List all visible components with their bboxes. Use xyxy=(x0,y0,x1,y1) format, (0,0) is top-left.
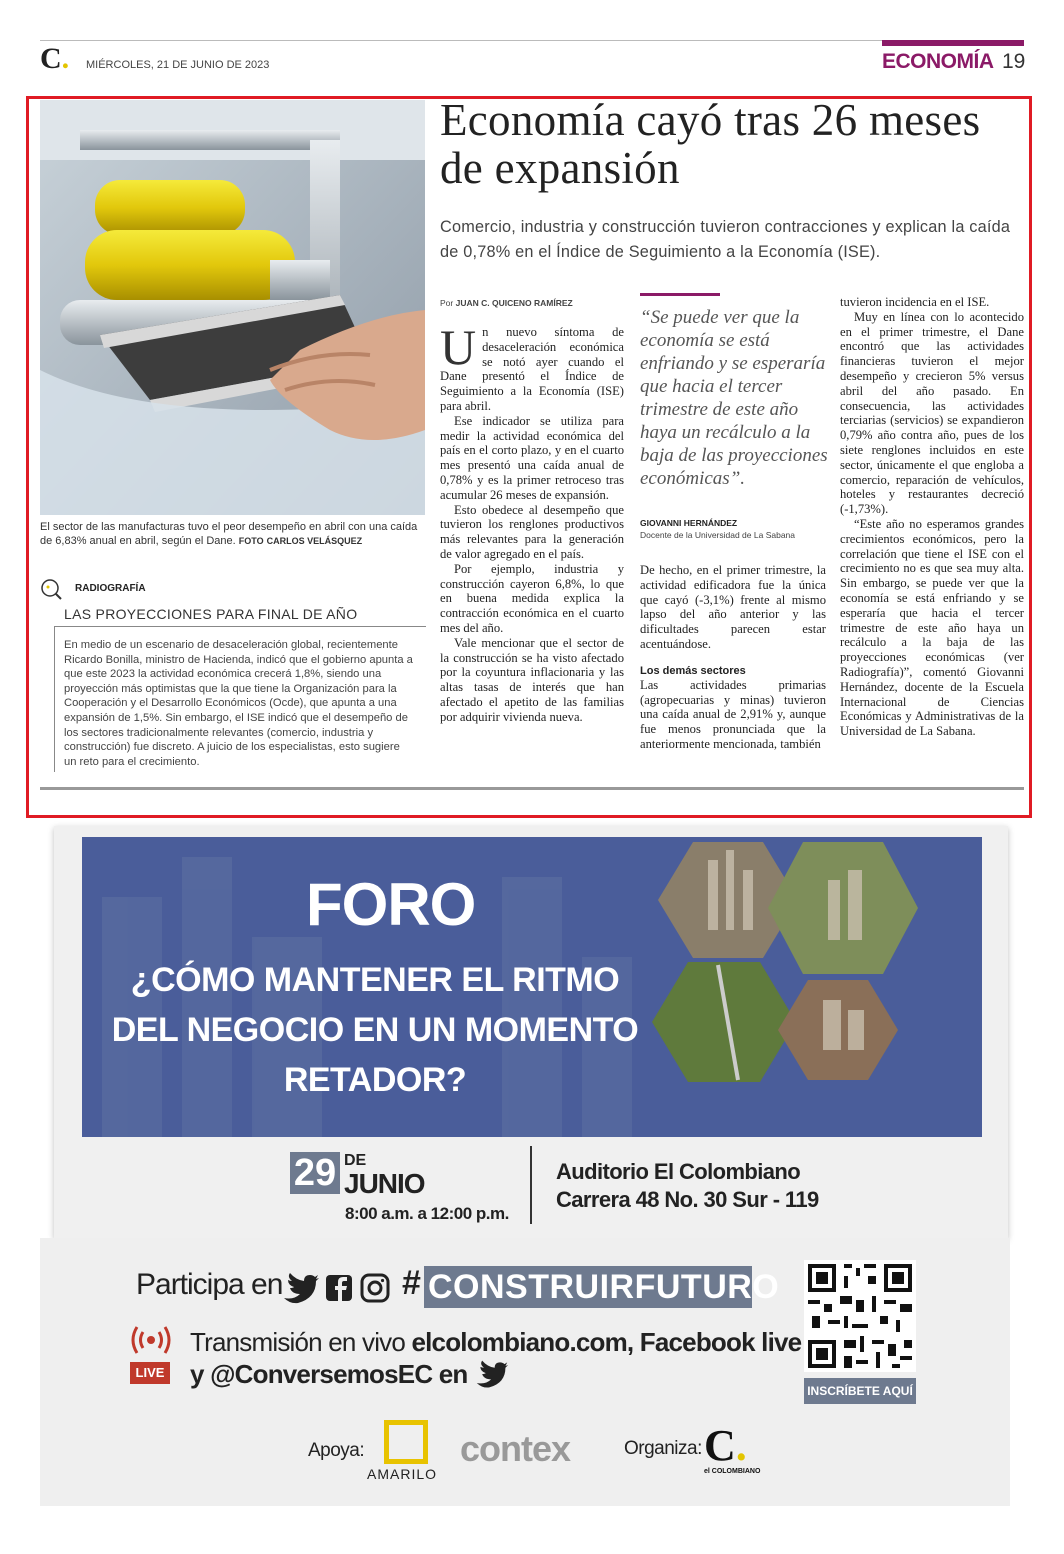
elcolombiano-name: el COLOMBIANO xyxy=(704,1468,761,1475)
top-rule xyxy=(40,40,1024,41)
page-number: 19 xyxy=(1002,50,1026,73)
event-de: DE xyxy=(344,1152,367,1169)
forum-title: FORO xyxy=(306,871,476,938)
instagram-icon xyxy=(362,1275,388,1301)
facebook-icon xyxy=(326,1275,352,1301)
event-month: JUNIO xyxy=(344,1168,425,1199)
sidebar-title: LAS PROYECCIONES PARA FINAL DE AÑO xyxy=(64,606,358,622)
dropcap: U xyxy=(440,319,477,375)
sidebar-label: RADIOGRAFÍA xyxy=(75,583,146,594)
byline: Por JUAN C. QUICENO RAMÍREZ xyxy=(440,298,573,308)
amarilo-logo-mark xyxy=(384,1420,428,1464)
article-photo xyxy=(40,100,425,515)
photo-caption: El sector de las manufacturas tuvo el peor desempeño en abril con una caída de 6,83% anual en abril, según el Dane. FOTO CARLOS VELÁSQUEZ xyxy=(40,521,418,547)
article-headline: Economía cayó tras 26 meses de expansión xyxy=(440,95,981,193)
twitter-icon xyxy=(475,1360,509,1388)
byline-author: JUAN C. QUICENO RAMÍREZ xyxy=(455,298,573,308)
article-column-1: Un nuevo síntoma de desaceleración económica se notó ayer cuando el Dane presentó el Índice de Seguimiento a la Economía (ISE) para abril. Ese indicador se utiliza para medir la actividad económica del país en el corto plazo, y en el cuarto mes presentó una caída anual de 0,78% y es la primer retroceso tras acumular 26 meses de expansión. Esto obedece al desempeño que tuvieron los renglones productivos más relevantes para la generación de valor agregado en el país. Por ejemplo, industria y construcción cayeron 6,8%, lo que en buena medida explica la contracción económica en el cuarto mes del año. Vale mencionar que el sector de la construcción se ha visto afectado por la coyuntura inflacionaria y las altas tasas de interés que han afectado el apetito de las familias por adquirir vivienda nueva. xyxy=(440,319,624,724)
forum-question: ¿CÓMO MANTENER EL RITMO DEL NEGOCIO EN UN MOMENTO RETADOR? xyxy=(111,961,639,1099)
section-accent-bar xyxy=(882,40,1024,46)
article-bottom-rule xyxy=(40,787,1024,790)
hash-symbol: # xyxy=(402,1264,421,1302)
sidebar-divider xyxy=(54,626,426,627)
broadcast-info: Transmisión en vivo elcolombiano.com, Facebook live y @ConversemosEC en xyxy=(190,1327,802,1389)
hashtag[interactable]: CONSTRUIRFUTURO xyxy=(424,1266,752,1308)
quote-accent-bar xyxy=(640,293,720,296)
live-badge: LIVE xyxy=(130,1362,170,1384)
quote-author: GIOVANNI HERNÁNDEZ xyxy=(640,518,738,528)
contex-logo: contex xyxy=(460,1428,571,1469)
event-divider xyxy=(530,1146,532,1224)
event-day: 29 xyxy=(290,1152,340,1194)
amarilo-logo: AMARILO xyxy=(367,1466,438,1482)
section-name: ECONOMÍA xyxy=(882,50,994,73)
city-photos-hexagons xyxy=(648,840,988,1140)
qr-code[interactable] xyxy=(804,1260,916,1372)
article-column-2: De hecho, en el primer trimestre, la actividad edificadora fue la única que cayó (-3,1%) frente al mismo lapso del año anterior y las dificultades parecen estar acentuándose. Los demás sectores Las actividades primarias (agropecuarias y minas) tuvieron una caída anual de 2,91% y, aunque fue menos pronunciada que la anteriormente mencionada, también xyxy=(640,563,826,751)
magnifier-icon xyxy=(40,578,62,600)
sidebar-text: En medio de un escenario de desaceleración global, recientemente Ricardo Bonilla, ministro de Hacienda, indicó que el gobierno apunta a que este 2023 la actividad económica crecerá 1,8%, siendo una proyección más optimistas que la que tiene la Organización para la Cooperación y el Desarrollo Económicos (Ocde), que apunta a una expansión de 1,5%. Sin embargo, el ISE indicó que el desempeño de los sectores tradicionalmente relevantes (comercio, industria y construcción) fue discreto. A juicio de los especialistas, esto sugiere un reto para el crecimiento. xyxy=(64,639,413,768)
participa-label: Participa en xyxy=(136,1268,283,1301)
broadcast-channels: elcolombiano.com, Facebook live xyxy=(411,1327,802,1357)
article-deck: Comercio, industria y construcción tuvieron contracciones y explican la caída de 0,78% en el Índice de Seguimiento a la Economía (ISE). xyxy=(440,218,1011,261)
pull-quote: “Se puede ver que la economía se está enfriando y se esperaría que hacia el tercer trimestre de este año haya un recálculo a la baja de las proyecciones económicas”. xyxy=(640,307,828,489)
quote-author-role: Docente de la Universidad de La Sabana xyxy=(640,530,795,540)
broadcast-handle: y @ConversemosEC en xyxy=(190,1359,468,1389)
photo-credit: CARLOS VELÁSQUEZ xyxy=(266,536,363,546)
issue-date: MIÉRCOLES, 21 DE JUNIO DE 2023 xyxy=(86,59,270,71)
sponsors-label: Apoya: xyxy=(308,1440,365,1461)
article-subhead: Los demás sectores xyxy=(640,664,746,677)
register-button[interactable]: INSCRÍBETE AQUÍ xyxy=(804,1378,916,1404)
article-column-3: tuvieron incidencia en el ISE. Muy en línea con lo acontecido en el primer trimestre, el Dane encontró que las actividades financieras tuvieron el mejor desempeño y crecieron 5% versus abril del año pasado. En consecuencia, las actividades terciarias (servicios) se expandieron 0,79% año contra año, pues de los siete renglones incluidos en este sector, únicamente el que engloba a comercio, reparación de vehículos, hoteles y restaurantes decreció (-1,73%). “Este año no esperamos grandes crecimientos económicos, pero la correlación que tiene el ISE con el crecimiento no es que sea muy alta. Sin embargo, se puede ver que la economía se está enfriando y se esperaría que hacia el tercer trimestre de este año haya un recálculo a la baja de las proyecciones económicas (ver Radiografía)”, comentó Giovanni Hernández, docente de la Escuela Internacional de Ciencias Económicas y Administrativas de la Universidad de La Sabana. xyxy=(840,295,1024,739)
sidebar-vertical-rule xyxy=(54,626,55,772)
organizer-label: Organiza: xyxy=(624,1438,702,1459)
twitter-icon xyxy=(284,1273,319,1303)
event-venue: Auditorio El Colombiano Carrera 48 No. 30 Sur - 119 xyxy=(556,1159,819,1212)
broadcast-icon xyxy=(128,1322,174,1362)
event-hours: 8:00 a.m. a 12:00 p.m. xyxy=(345,1204,509,1223)
newspaper-logo: C. xyxy=(40,42,70,75)
social-icons xyxy=(282,1270,402,1304)
elcolombiano-logo: C. xyxy=(704,1421,747,1470)
